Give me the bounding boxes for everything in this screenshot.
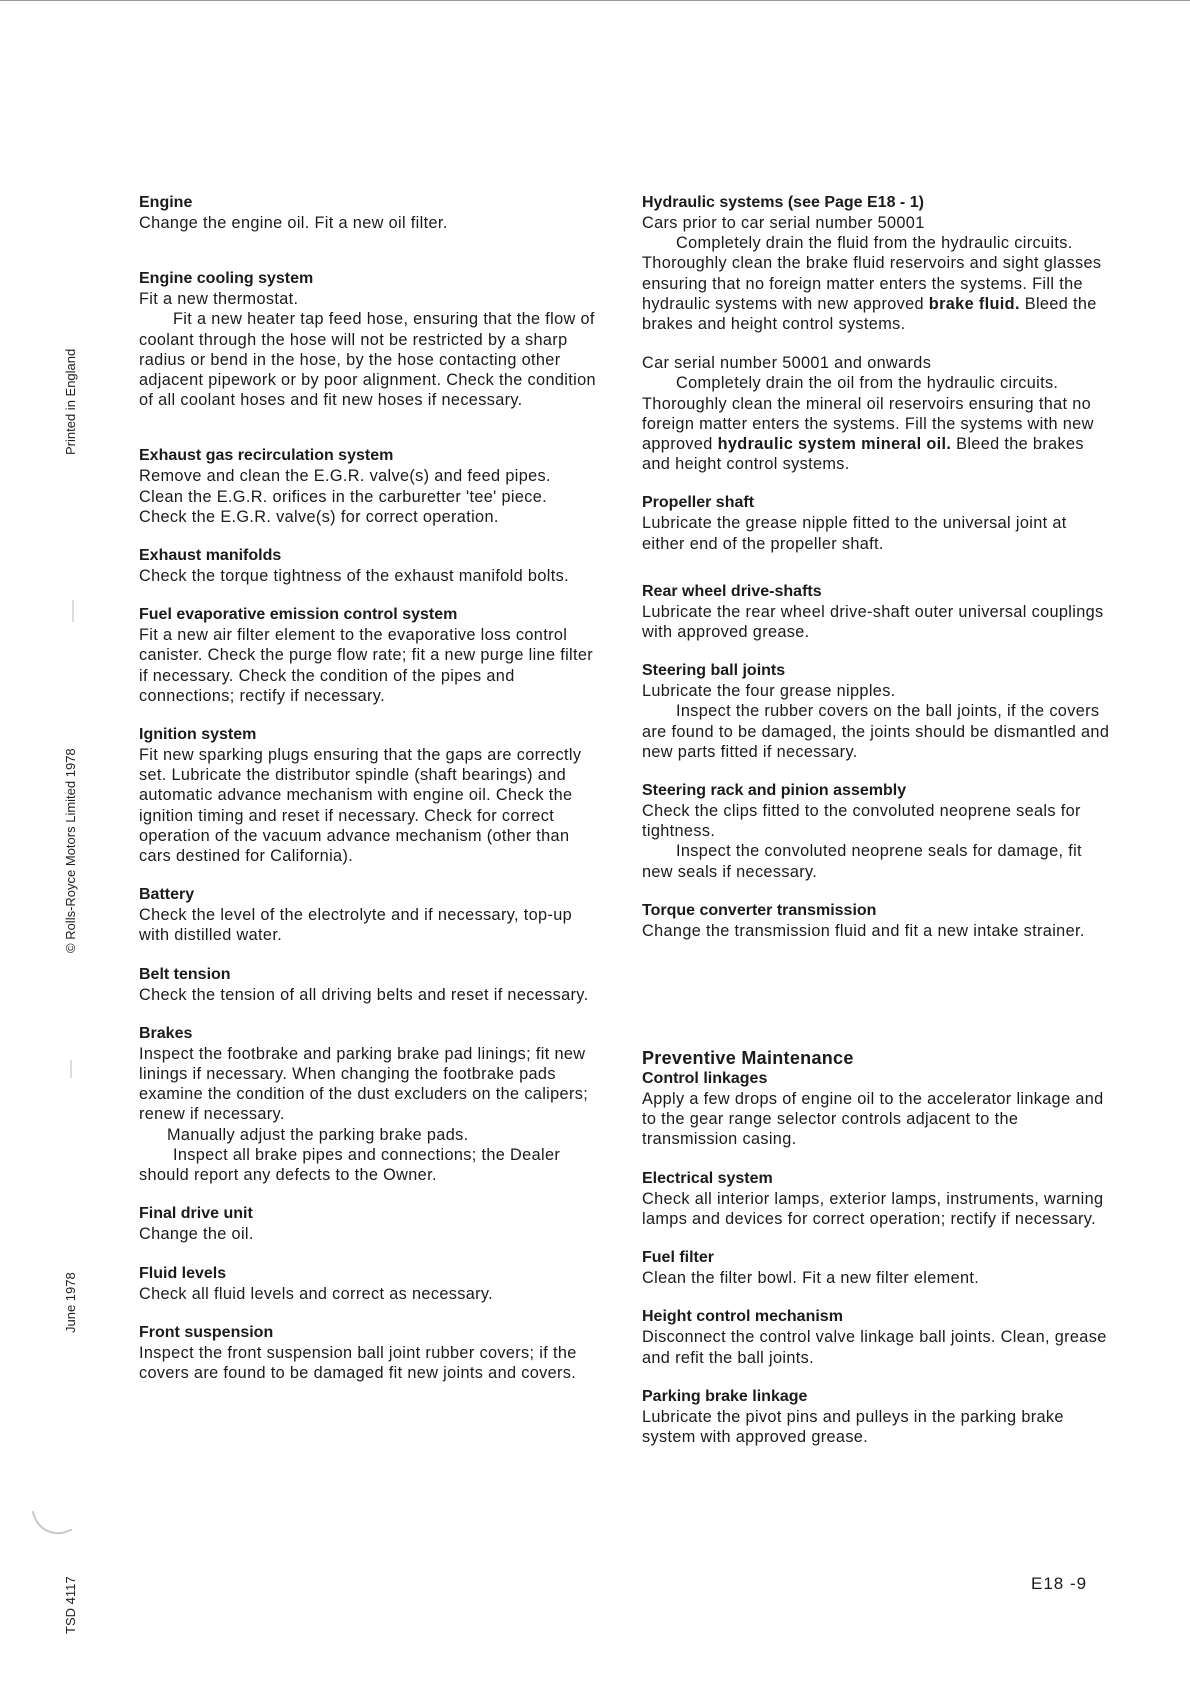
section-text: Check the tension of all driving belts and reset if necessary. [139,985,589,1004]
section-text: Completely drain the oil from the hydraulic circuits. Thoroughly clean the mineral oil reservoirs ensuring that no foreign matter enters the systems. Fill the systems with new approved hydraulic system mineral oil. Bleed the brakes and height control systems. [642,374,1094,474]
section-text: Change the oil. [139,1225,254,1244]
page-number: E18 -9 [1031,1574,1088,1593]
section-fluid-levels [139,1264,599,1304]
section-title: Control linkages [642,1070,768,1088]
section-title: Steering ball joints [642,662,786,680]
section-text: Fit a new heater tap feed hose, ensuring that the flow of coolant through the hose will not be restricted by a sharp radius or bend in the hose, by the hose contacting other adjacent pipework or by poor alignment. Check the condition of all coolant hoses and fit new hoses if necessary. [139,310,596,410]
section-battery [139,885,599,945]
section-title: Front suspension [139,1323,274,1341]
section-title: Battery [139,886,195,904]
section-hydraulic [642,193,1112,474]
section-title: Engine cooling system [139,270,314,288]
left-column [139,193,599,1383]
section-height-control [642,1307,1112,1367]
section-text: Remove and clean the E.G.R. valve(s) and feed pipes. Clean the E.G.R. orifices in the carburetter 'tee' piece. Check the E.G.R. valve(s) for correct operation. [139,467,551,526]
section-ignition [139,725,599,866]
section-text: Change the engine oil. Fit a new oil filter. [139,214,448,232]
section-engine-cooling [139,269,599,410]
section-title: Belt tension [139,965,231,983]
section-title: Engine [139,194,193,211]
section-torque-converter [642,901,1112,941]
section-engine [139,193,599,233]
section-title: Parking brake linkage [642,1387,808,1405]
section-title: Electrical system [642,1169,773,1187]
section-title: Fluid levels [139,1264,227,1282]
section-text: Inspect the front suspension ball joint rubber covers; if the covers are found to be damaged fit new joints and covers. [139,1343,577,1382]
top-rule [0,0,1190,1]
section-title: Height control mechanism [642,1308,843,1326]
section-propeller-shaft [642,493,1112,553]
section-text: Fit a new thermostat. [139,290,299,309]
section-title: Final drive unit [139,1205,253,1223]
section-text: Apply a few drops of engine oil to the accelerator linkage and to the gear range selector controls adjacent to the transmission casing. [642,1090,1104,1149]
section-text: Completely drain the fluid from the hydraulic circuits. Thoroughly clean the brake fluid reservoirs and sight glasses ensuring that no foreign matter enters the systems. Fill the hydraulic systems with new approved brake fluid. Bleed the brakes and height control systems. [642,234,1102,334]
section-text: Check the level of the electrolyte and if necessary, top-up with distilled water. [139,906,573,945]
section-subtitle: Car serial number 50001 and onwards [642,354,932,373]
section-front-suspension [139,1323,599,1383]
section-text: Inspect the rubber covers on the ball joints, if the covers are found to be damaged, the joints should be dismantled and new parts fitted if necessary. [642,702,1110,761]
scan-mark [31,1500,72,1541]
section-belt-tension [139,965,599,1005]
scan-tick [70,1060,72,1078]
section-title: Fuel evaporative emission control system [139,606,458,624]
section-text: Lubricate the four grease nipples. [642,682,896,701]
section-text: Check all fluid levels and correct as necessary. [139,1284,494,1303]
section-text: Inspect the convoluted neoprene seals for damage, fit new seals if necessary. [642,842,1082,881]
section-text: Check the clips fitted to the convoluted neoprene seals for tightness. [642,802,1081,841]
section-parking-brake [642,1387,1112,1447]
section-text: Lubricate the grease nipple fitted to the universal joint at either end of the propeller shaft. [642,514,1067,553]
section-text: Check all interior lamps, exterior lamps, instruments, warning lamps and devices for correct operation; rectify if necessary. [642,1189,1104,1228]
section-egr [139,446,599,527]
section-title: Hydraulic systems (see Page E18 - 1) [642,194,924,211]
section-rear-wheel [642,582,1112,642]
section-text: Manually adjust the parking brake pads. [167,1125,469,1144]
section-title: Ignition system [139,726,257,744]
section-fuel-filter [642,1248,1112,1288]
section-title: Exhaust gas recirculation system [139,447,394,465]
section-text: Inspect the footbrake and parking brake pad linings; fit new linings if necessary. When changing the footbrake pads examine the condition of the dust excluders on the calipers; renew if necessary. [139,1044,589,1124]
section-steering-rack [642,781,1112,882]
section-evap-emission [139,605,599,706]
section-title: Exhaust manifolds [139,547,282,565]
section-text: Fit a new air filter element to the evaporative loss control canister. Check the purge flow rate; fit a new purge line filter if necessary. Check the condition of the pipes and connections; rectify if necessary. [139,626,594,705]
section-electrical [642,1169,1112,1229]
section-exhaust-manifolds [139,546,599,586]
section-control-linkages [642,1069,1112,1150]
section-text: Lubricate the rear wheel drive-shaft outer universal couplings with approved grease. [642,602,1104,642]
section-subtitle: Cars prior to car serial number 50001 [642,214,925,232]
section-final-drive [139,1204,599,1244]
scan-tick [72,600,74,622]
section-title: Propeller shaft [642,494,755,512]
section-text: Check the torque tightness of the exhaust manifold bolts. [139,567,569,586]
section-title: Rear wheel drive-shafts [642,582,822,600]
section-text: Fit new sparking plugs ensuring that the gaps are correctly set. Lubricate the distributor spindle (shaft bearings) and automatic advance mechanism with engine oil. Check the ignition timing and reset if necessary. Check for correct operation of the vacuum advance mechanism (other than cars destined for California). [139,746,582,866]
right-column [642,193,1112,1447]
section-text: Inspect all brake pipes and connections; the Dealer should report any defects to the Owner. [139,1145,561,1185]
section-brakes [139,1024,599,1185]
preventive-maintenance-heading: Preventive Maintenance [642,1048,854,1069]
section-text: Change the transmission fluid and fit a new intake strainer. [642,921,1085,940]
section-steering-ball [642,661,1112,762]
section-text: Lubricate the pivot pins and pulleys in the parking brake system with approved grease. [642,1407,1064,1446]
section-text: Clean the filter bowl. Fit a new filter element. [642,1269,980,1288]
section-text: Disconnect the control valve linkage ball joints. Clean, grease and refit the ball joints. [642,1328,1107,1367]
section-title: Fuel filter [642,1249,715,1267]
section-title: Brakes [139,1024,193,1042]
section-title: Steering rack and pinion assembly [642,782,907,800]
section-title: Torque converter transmission [642,901,877,919]
